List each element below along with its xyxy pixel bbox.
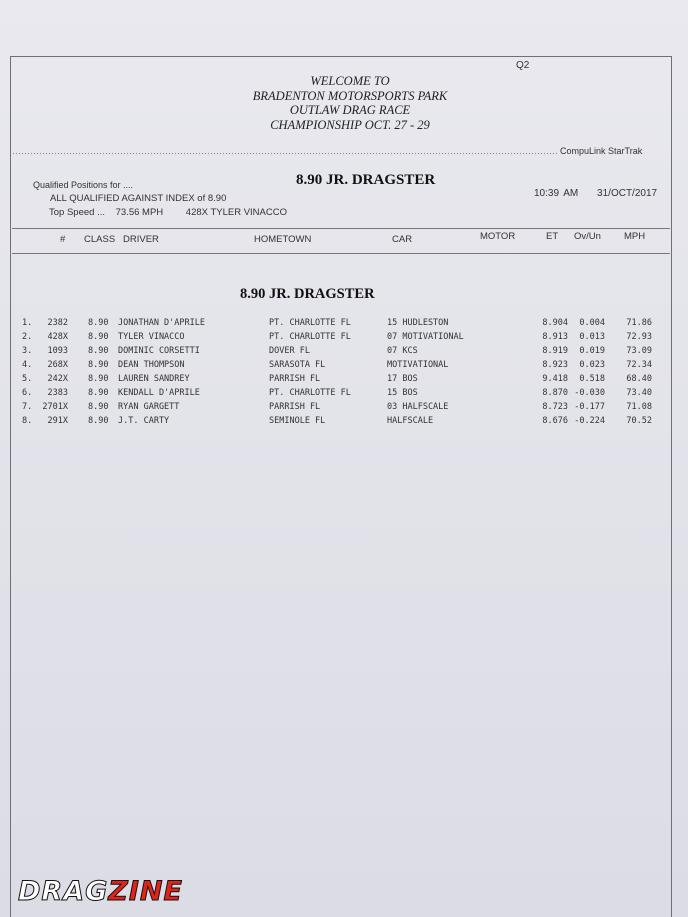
track-name: BRADENTON MOTORSPORTS PARK — [252, 88, 448, 103]
row-car-number: 242X — [47, 374, 68, 384]
table-row — [0, 318, 688, 332]
row-driver: DEAN THOMPSON — [118, 360, 185, 370]
row-driver: LAUREN SANDREY — [118, 374, 190, 384]
row-driver: JONATHAN D'APRILE — [118, 318, 205, 328]
col-num: # — [60, 234, 66, 245]
row-hometown: DOVER FL — [269, 346, 310, 356]
row-hometown: PARRISH FL — [269, 402, 321, 412]
col-hometown: HOMETOWN — [254, 234, 312, 245]
print-date: 31/OCT/2017 — [597, 188, 658, 199]
row-class: 8.90 — [88, 374, 109, 384]
event-header — [200, 74, 500, 132]
race-name: OUTLAW DRAG RACE — [289, 103, 411, 117]
timing-system-label: CompuLink StarTrak — [560, 146, 643, 156]
table-row — [0, 402, 688, 416]
row-mph: 73.09 — [626, 346, 652, 356]
col-et: ET — [546, 231, 559, 242]
logo-part-zine: ZINE — [108, 876, 183, 907]
row-class: 8.90 — [88, 402, 109, 412]
row-car-number: 291X — [47, 416, 68, 426]
print-time: 10:39 AM — [534, 188, 579, 199]
row-position: 4. — [22, 360, 33, 370]
row-class: 8.90 — [88, 332, 109, 342]
row-class: 8.90 — [88, 318, 109, 328]
row-et: 8.723 — [542, 402, 568, 412]
table-row — [0, 374, 688, 388]
row-et: 8.870 — [542, 388, 568, 398]
dragzine-logo — [18, 876, 183, 907]
top-speed-driver: 428X TYLER VINACCO — [185, 207, 287, 218]
row-ovun: 0.004 — [579, 318, 605, 328]
row-ovun: 0.013 — [579, 332, 605, 342]
row-mph: 72.93 — [626, 332, 652, 342]
row-car: 15 BOS — [387, 388, 418, 398]
table-row — [0, 332, 688, 346]
row-car: 03 HALFSCALE — [387, 402, 449, 412]
row-car-number: 2383 — [47, 388, 68, 398]
row-class: 8.90 — [88, 360, 109, 370]
header-rule-top — [12, 228, 670, 229]
table-row — [0, 416, 688, 430]
row-car-number: 268X — [47, 360, 68, 370]
row-hometown: PARRISH FL — [269, 374, 321, 384]
qualifying-round-label: Q2 — [516, 60, 530, 71]
row-car: 17 BOS — [387, 374, 418, 384]
logo-part-drag: DRAG — [18, 876, 109, 907]
row-ovun: -0.177 — [574, 402, 605, 412]
header-rule-bottom — [12, 253, 670, 254]
class-title: 8.90 JR. DRAGSTER — [296, 172, 436, 188]
row-car: MOTIVATIONAL — [387, 360, 449, 370]
row-mph: 71.08 — [626, 402, 652, 412]
qualified-positions-label: Qualified Positions for .... — [33, 180, 134, 190]
col-class: CLASS — [84, 234, 116, 245]
row-class: 8.90 — [88, 416, 109, 426]
row-et: 9.418 — [542, 374, 568, 384]
row-hometown: SARASOTA FL — [269, 360, 326, 370]
col-car: CAR — [392, 234, 413, 245]
row-car: 07 KCS — [387, 346, 418, 356]
section-title: 8.90 JR. DRAGSTER — [240, 286, 375, 302]
row-driver: J.T. CARTY — [118, 416, 170, 426]
row-ovun: 0.023 — [579, 360, 605, 370]
top-speed-label: Top Speed ... — [49, 207, 105, 218]
row-car-number: 428X — [47, 332, 68, 342]
row-position: 2. — [22, 332, 33, 342]
dotted-divider — [12, 152, 557, 156]
row-mph: 72.34 — [626, 360, 652, 370]
row-car: HALFSCALE — [387, 416, 434, 426]
qualified-index: ALL QUALIFIED AGAINST INDEX of 8.90 — [50, 193, 227, 204]
row-driver: RYAN GARGETT — [118, 402, 180, 412]
row-et: 8.919 — [542, 346, 568, 356]
col-ovun: Ov/Un — [574, 231, 601, 242]
row-position: 5. — [22, 374, 33, 384]
col-driver: DRIVER — [123, 234, 159, 245]
top-speed-value: 73.56 MPH — [115, 207, 164, 218]
row-car: 15 HUDLESTON — [387, 318, 449, 328]
col-mph: MPH — [624, 231, 646, 242]
row-hometown: PT. CHARLOTTE FL — [269, 318, 351, 328]
col-motor: MOTOR — [480, 231, 516, 242]
row-mph: 71.86 — [626, 318, 652, 328]
row-driver: TYLER VINACCO — [118, 332, 185, 342]
row-class: 8.90 — [88, 388, 109, 398]
table-row — [0, 346, 688, 360]
row-position: 1. — [22, 318, 33, 328]
row-et: 8.913 — [542, 332, 568, 342]
row-position: 6. — [22, 388, 33, 398]
row-ovun: -0.224 — [574, 416, 605, 426]
row-mph: 68.40 — [626, 374, 652, 384]
row-hometown: PT. CHARLOTTE FL — [269, 332, 351, 342]
championship-dates: CHAMPIONSHIP OCT. 27 - 29 — [270, 117, 430, 132]
row-et: 8.676 — [542, 416, 568, 426]
row-hometown: SEMINOLE FL — [269, 416, 326, 426]
row-position: 3. — [22, 346, 33, 356]
row-ovun: -0.030 — [574, 388, 605, 398]
row-car-number: 1093 — [47, 346, 68, 356]
table-row — [0, 388, 688, 402]
row-class: 8.90 — [88, 346, 109, 356]
row-ovun: 0.019 — [579, 346, 605, 356]
row-driver: KENDALL D'APRILE — [118, 388, 200, 398]
welcome-line: WELCOME TO — [310, 74, 390, 88]
row-position: 8. — [22, 416, 33, 426]
row-mph: 73.40 — [626, 388, 652, 398]
top-speed — [49, 207, 287, 218]
row-ovun: 0.518 — [579, 374, 605, 384]
row-driver: DOMINIC CORSETTI — [118, 346, 200, 356]
row-mph: 70.52 — [626, 416, 652, 426]
row-position: 7. — [22, 402, 33, 412]
row-et: 8.904 — [542, 318, 568, 328]
row-car-number: 2701X — [42, 402, 68, 412]
row-hometown: PT. CHARLOTTE FL — [269, 388, 351, 398]
row-et: 8.923 — [542, 360, 568, 370]
row-car: 07 MOTIVATIONAL — [387, 332, 464, 342]
row-car-number: 2382 — [47, 318, 68, 328]
print-datetime — [534, 188, 657, 199]
table-row — [0, 360, 688, 374]
